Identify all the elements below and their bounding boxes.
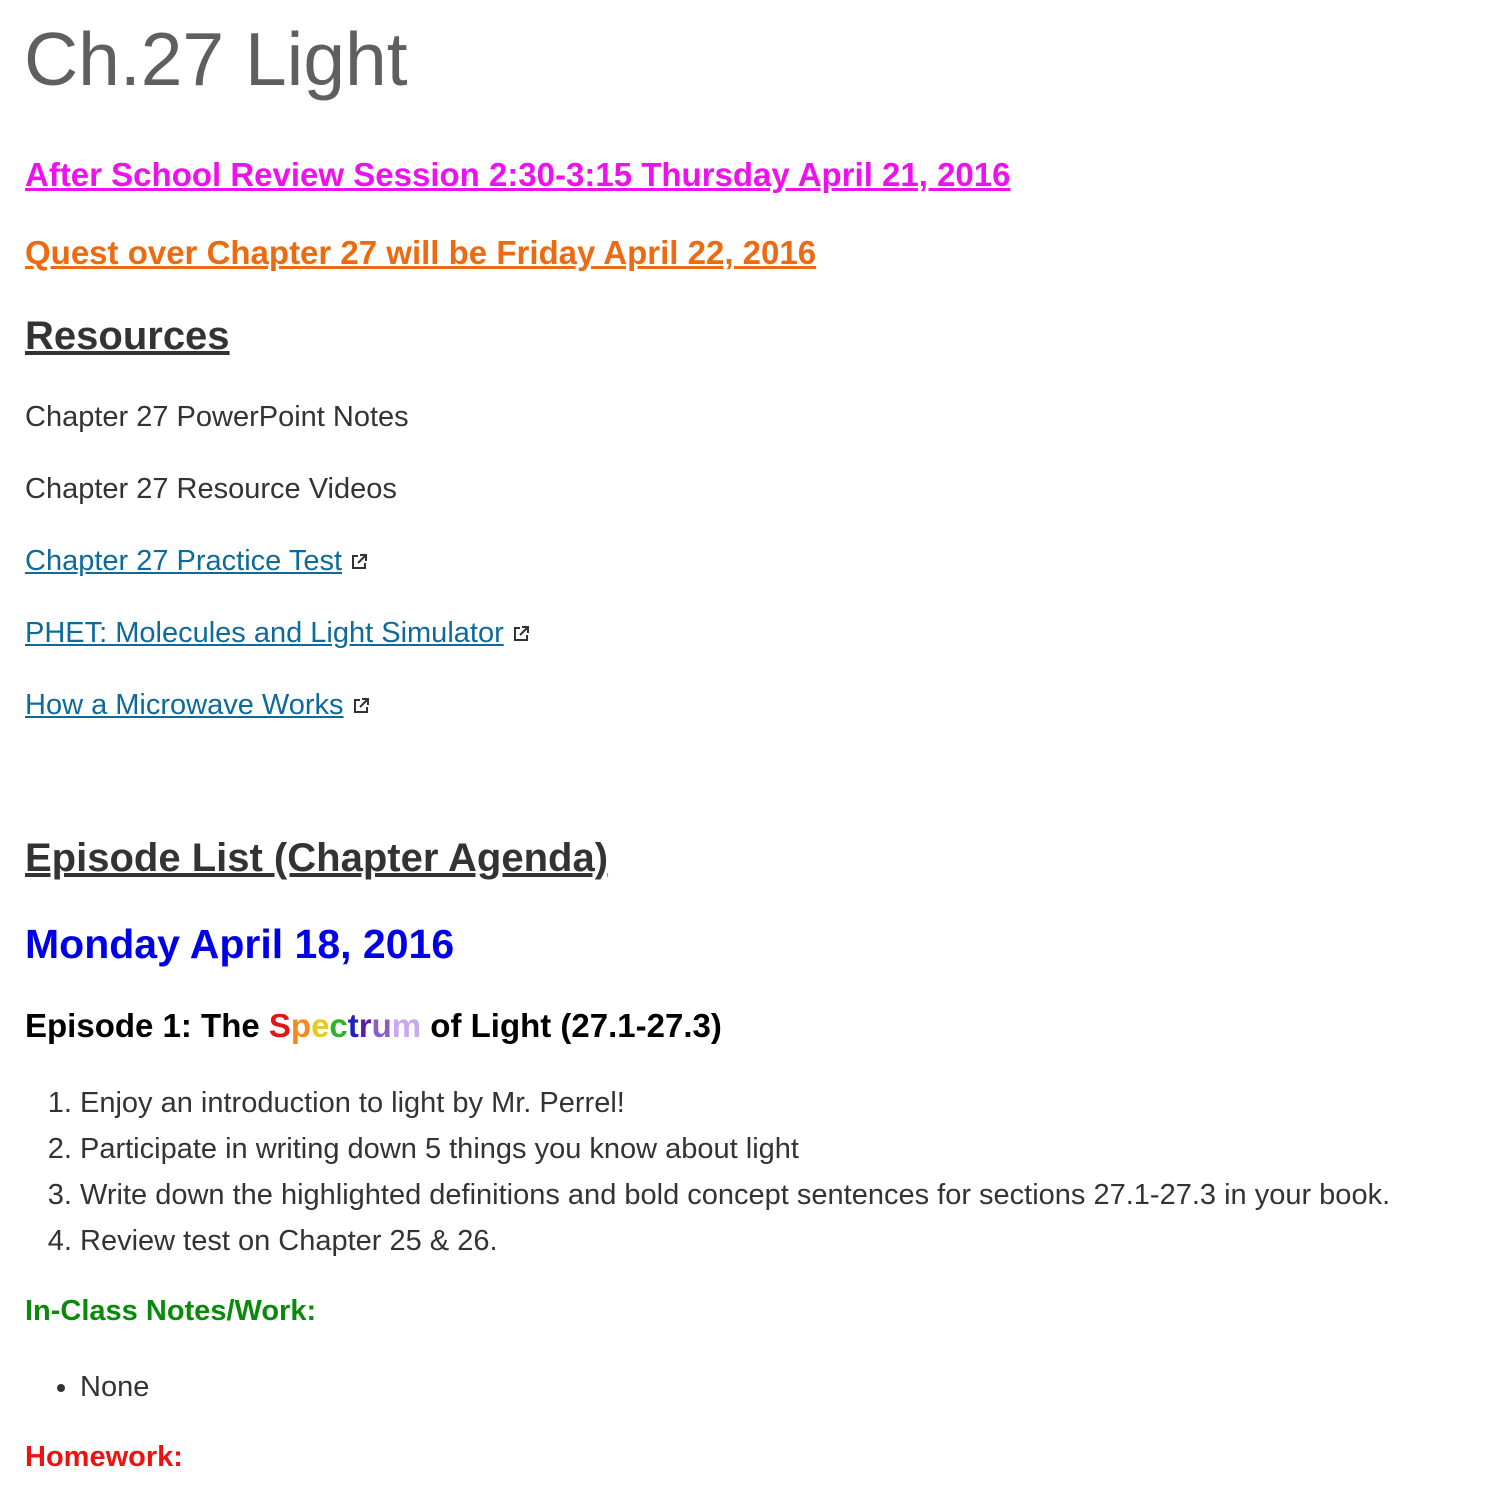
resource-videos: Chapter 27 Resource Videos [25,473,397,505]
agenda-item: 4. Review test on Chapter 25 & 26. [80,1218,1390,1264]
phet-simulator-link[interactable]: PHET: Molecules and Light Simulator [25,617,504,649]
review-session-announcement: After School Review Session 2:30-3:15 Thursday April 21, 2016 [25,156,1011,193]
homework-label: Homework: [25,1441,183,1473]
spectrum-letter: m [391,1007,422,1044]
spectrum-letter: u [371,1007,392,1044]
microwave-works-link[interactable]: How a Microwave Works [25,689,344,721]
agenda-item: 1. Enjoy an introduction to light by Mr. Perrel! [80,1080,1390,1126]
episode-prefix: Episode 1: The [25,1007,269,1044]
agenda-list [0,1080,1390,1264]
episode-heading [25,1006,722,1046]
external-link-icon [351,696,371,716]
resource-powerpoint-notes: Chapter 27 PowerPoint Notes [25,401,409,433]
spectrum-letter: S [268,1007,291,1044]
resources-heading: Resources [25,314,230,358]
spectrum-letter: r [358,1007,372,1044]
day-heading: Monday April 18, 2016 [25,921,455,967]
agenda-item: 3. Write down the highlighted definitions and bold concept sentences for sections 27.1-27.3 in your book. [80,1172,1390,1218]
spectrum-letter: t [347,1007,359,1044]
list-item: • None [80,1364,149,1410]
episode-suffix: of Light (27.1-27.3) [421,1007,722,1044]
spectrum-letter: e [311,1007,330,1044]
in-class-list [0,1364,149,1410]
page-title: Ch.27 Light [24,17,408,101]
spectrum-letter: c [329,1007,348,1044]
spectrum-letter: p [290,1007,312,1044]
external-link-icon [349,552,369,572]
spectrum-word [269,1007,421,1044]
practice-test-link[interactable]: Chapter 27 Practice Test [25,545,343,577]
quest-announcement: Quest over Chapter 27 will be Friday April 22, 2016 [25,234,817,271]
in-class-notes-label: In-Class Notes/Work: [25,1295,317,1327]
external-link-icon [511,624,531,644]
episode-list-heading: Episode List (Chapter Agenda) [25,836,609,880]
agenda-item: 2. Participate in writing down 5 things you know about light [80,1126,1390,1172]
